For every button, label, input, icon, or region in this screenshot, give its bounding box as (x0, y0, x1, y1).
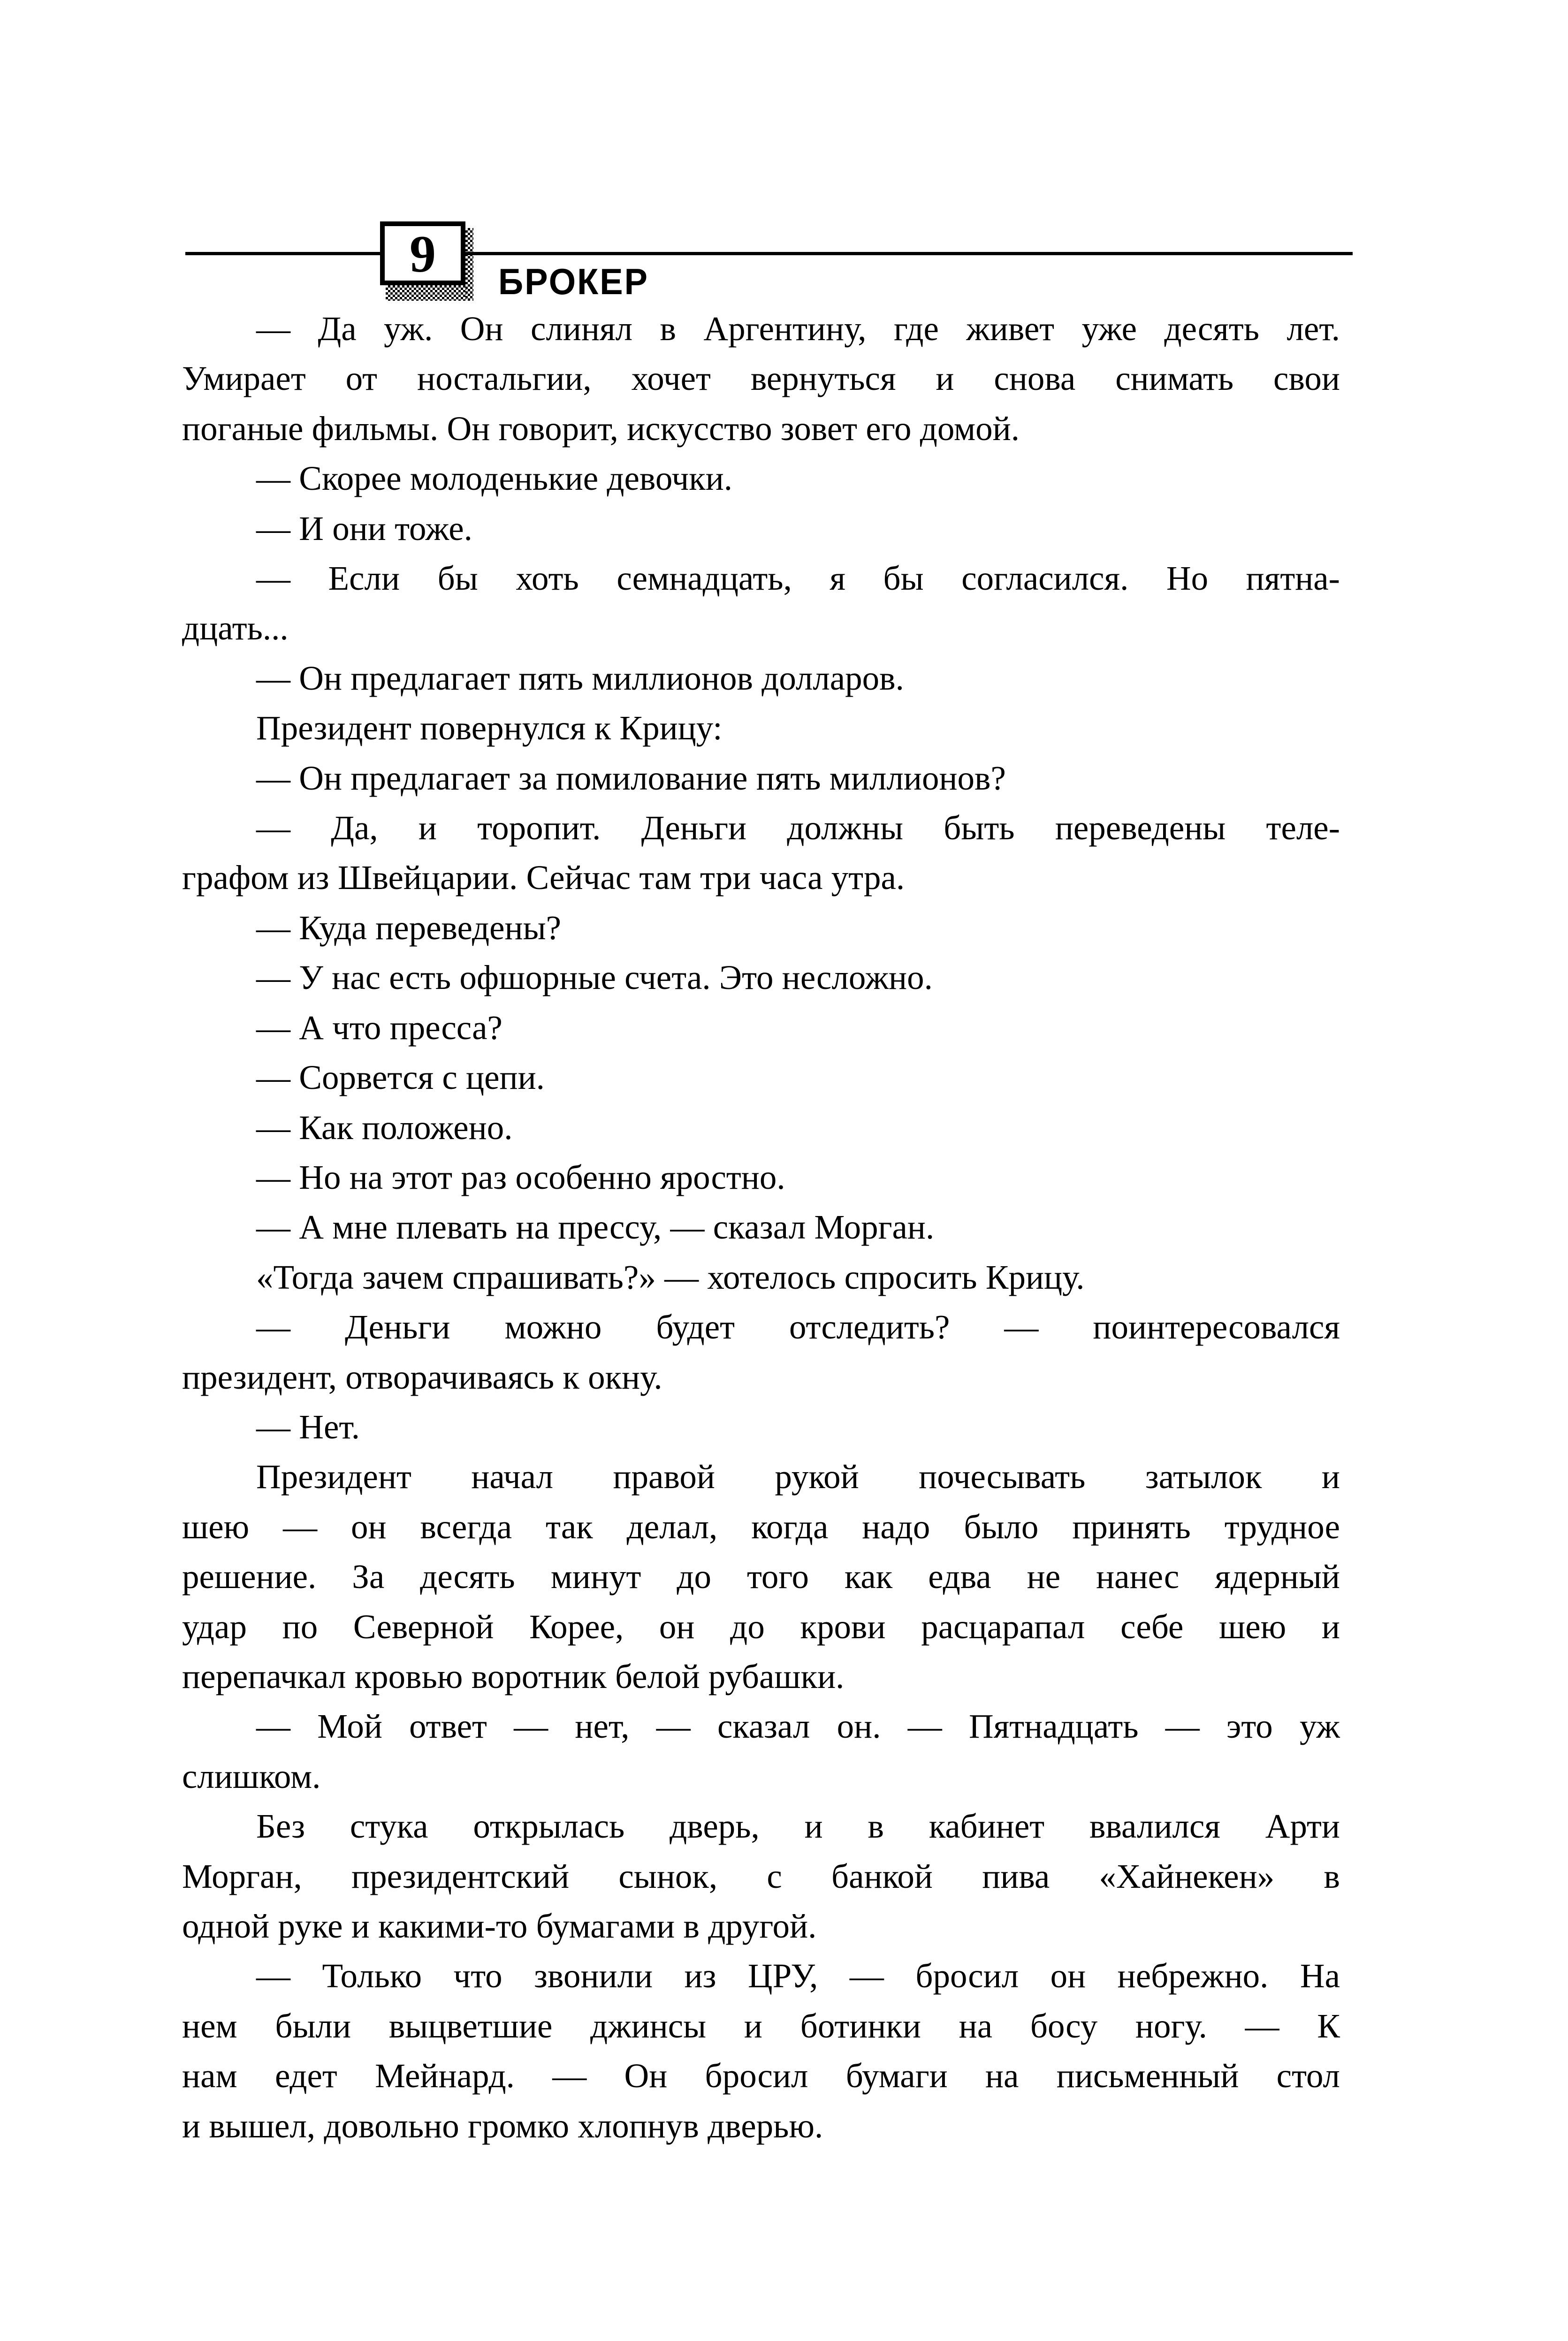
text-line: — Но на этот раз особенно яростно. (256, 1158, 785, 1196)
text-line: — Куда переведены? (256, 908, 562, 947)
text-line: — У нас есть офшорные счета. Это несложно. (256, 958, 933, 997)
running-header-title: БРОКЕР (498, 261, 649, 302)
text-line: поганые фильмы. Он говорит, искусство зовет его домой. (182, 409, 1020, 448)
text-line: — Да уж. Он слинял в Аргентину, где живет уже десять лет. (256, 310, 1340, 348)
text-line: — Он предлагает пять миллионов долларов. (256, 659, 904, 697)
text-line: — Он предлагает за помилование пять миллионов? (256, 759, 1006, 797)
page-number: 9 (410, 225, 436, 283)
text-line: — И они тоже. (256, 509, 472, 547)
text-line: президент, отворачиваясь к окну. (182, 1358, 662, 1396)
text-line: Без стука открылась дверь, и в кабинет ввалился Арти (256, 1807, 1340, 1846)
text-line: дцать... (182, 609, 289, 647)
text-line: удар по Северной Корее, он до крови расцарапал себе шею и (182, 1607, 1340, 1646)
text-line: нем были выцветшие джинсы и ботинки на босу ногу. — К (182, 2007, 1340, 2045)
text-line: — Мой ответ — нет, — сказал он. — Пятнадцать — это уж (256, 1707, 1340, 1746)
text-line: Морган, президентский сынок, с банкой пива «Хайнекен» в (182, 1857, 1340, 1895)
text-line: нам едет Мейнард. — Он бросил бумаги на письменный стол (182, 2057, 1340, 2095)
text-line: — Да, и торопит. Деньги должны быть переведены теле- (256, 809, 1340, 847)
header-rule (185, 252, 1353, 255)
text-line: — Нет. (256, 1407, 360, 1446)
page-number-box-shadow (465, 228, 473, 301)
text-line: решение. За десять минут до того как едва не нанес ядерный (182, 1558, 1340, 1596)
text-line: Умирает от ностальгии, хочет вернуться и снова снимать свои (182, 359, 1340, 398)
text-line: Президент начал правой рукой почесывать затылок и (256, 1458, 1340, 1496)
text-line: — Скорее молоденькие девочки. (256, 459, 733, 498)
text-line: Президент повернулся к Крицу: (256, 709, 723, 747)
text-line: перепачкал кровью воротник белой рубашки. (182, 1657, 845, 1695)
text-line: — Деньги можно будет отследить? — поинтересовался (256, 1308, 1340, 1346)
text-line: шею — он всегда так делал, когда надо было принять трудное (182, 1507, 1340, 1546)
text-line: — Как положено. (256, 1108, 513, 1147)
text-line: слишком. (182, 1757, 321, 1795)
text-line: графом из Швейцарии. Сейчас там три часа утра. (182, 859, 905, 897)
body-text (182, 304, 1340, 2151)
page-number-box (380, 221, 465, 285)
text-line: «Тогда зачем спрашивать?» — хотелось спросить Крицу. (256, 1258, 1085, 1296)
text-line: и вышел, довольно громко хлопнув дверью. (182, 2106, 823, 2145)
text-line: — А что пресса? (256, 1008, 502, 1047)
text-line: — Сорвется с цепи. (256, 1058, 545, 1097)
text-line: — Если бы хоть семнадцать, я бы согласился. Но пятна- (256, 559, 1340, 598)
text-line: одной руке и какими-то бумагами в другой. (182, 1907, 817, 1945)
text-line: — Только что звонили из ЦРУ, — бросил он небрежно. На (256, 1957, 1340, 1995)
text-line: — А мне плевать на прессу, — сказал Морган. (256, 1208, 935, 1247)
page-number-box-shadow (386, 285, 466, 301)
